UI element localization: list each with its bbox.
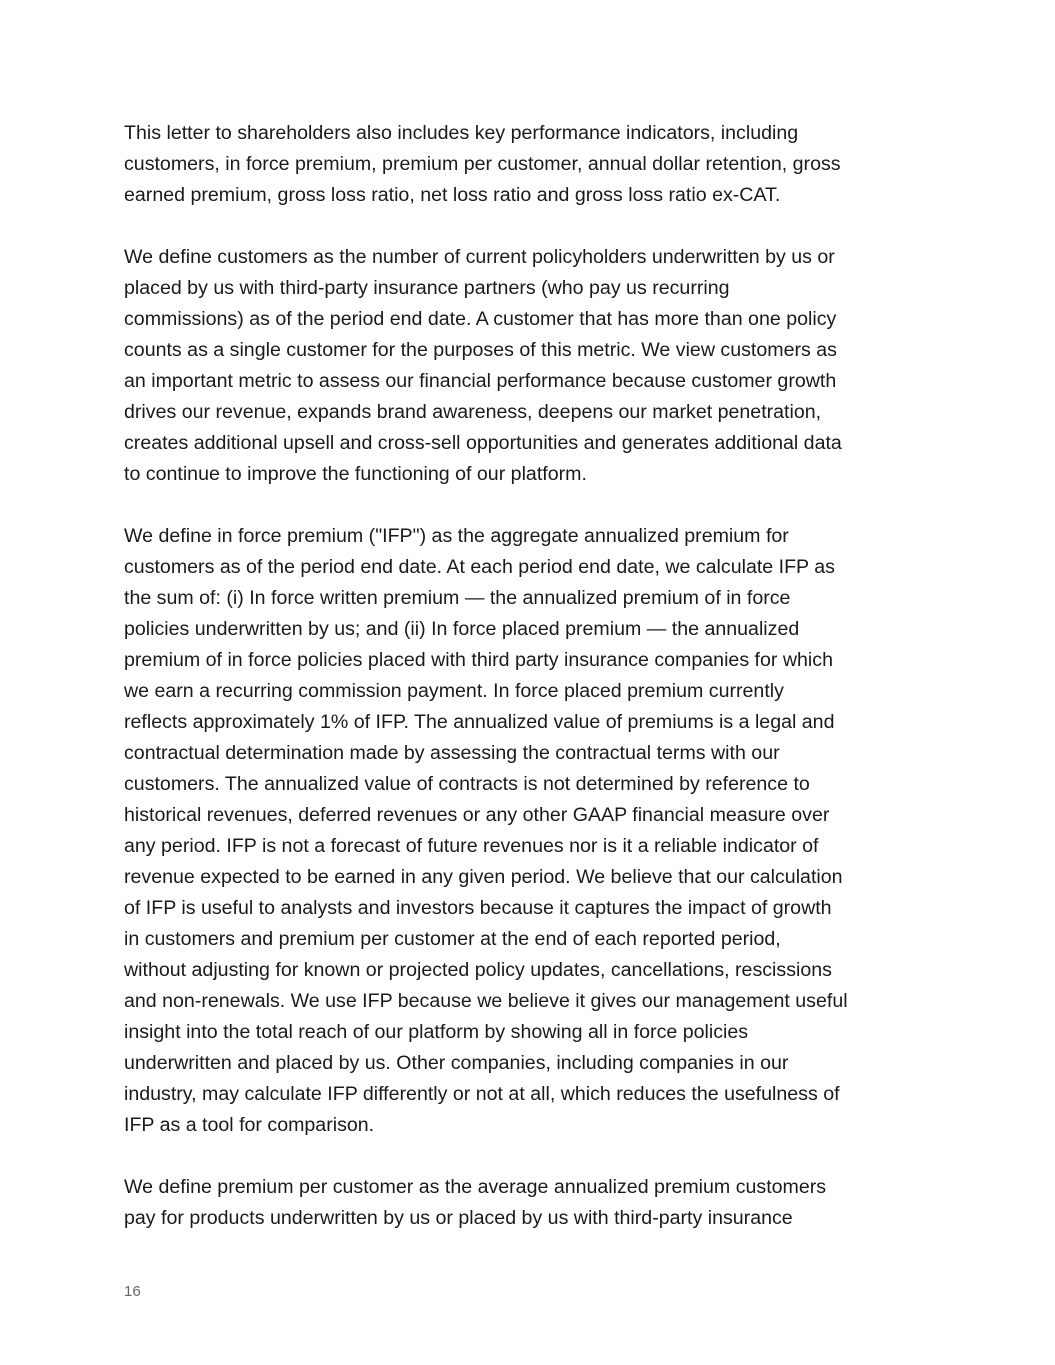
text-line: contractual determination made by assessing the contractual terms with our — [124, 742, 780, 764]
paragraph — [124, 242, 944, 490]
text-line: historical revenues, deferred revenues or any other GAAP financial measure over — [124, 804, 830, 826]
text-line: commissions) as of the period end date. A customer that has more than one policy — [124, 308, 837, 330]
paragraph — [124, 118, 944, 211]
paragraph — [124, 521, 944, 1141]
text-line: industry, may calculate IFP differently or not at all, which reduces the usefulness of — [124, 1083, 840, 1105]
text-line: This letter to shareholders also includes key performance indicators, including — [124, 122, 799, 144]
text-line: underwritten and placed by us. Other companies, including companies in our — [124, 1052, 789, 1074]
text-line: revenue expected to be earned in any given period. We believe that our calculation — [124, 866, 843, 888]
text-line: placed by us with third-party insurance partners (who pay us recurring — [124, 277, 730, 299]
text-line: policies underwritten by us; and (ii) In force placed premium — the annualized — [124, 618, 800, 640]
text-line: We define premium per customer as the average annualized premium customers — [124, 1176, 827, 1198]
text-line: IFP as a tool for comparison. — [124, 1114, 375, 1136]
text-line: customers. The annualized value of contracts is not determined by reference to — [124, 773, 810, 795]
text-line: counts as a single customer for the purposes of this metric. We view customers as — [124, 339, 837, 361]
text-line: any period. IFP is not a forecast of future revenues nor is it a reliable indicator of — [124, 835, 819, 857]
text-line: customers, in force premium, premium per customer, annual dollar retention, gross — [124, 153, 841, 175]
text-line: the sum of: (i) In force written premium — the annualized premium of in force — [124, 587, 791, 609]
text-line: of IFP is useful to analysts and investors because it captures the impact of growth — [124, 897, 832, 919]
text-line: in customers and premium per customer at the end of each reported period, — [124, 928, 781, 950]
text-line: reflects approximately 1% of IFP. The annualized value of premiums is a legal and — [124, 711, 835, 733]
text-line: without adjusting for known or projected policy updates, cancellations, rescissions — [124, 959, 832, 981]
text-line: premium of in force policies placed with third party insurance companies for which — [124, 649, 833, 671]
text-line: earned premium, gross loss ratio, net loss ratio and gross loss ratio ex-CAT. — [124, 184, 781, 206]
document-body — [124, 118, 944, 1265]
text-line: insight into the total reach of our platform by showing all in force policies — [124, 1021, 749, 1043]
text-line: pay for products underwritten by us or placed by us with third-party insurance — [124, 1207, 793, 1229]
page-number: 16 — [124, 1283, 141, 1300]
text-line: an important metric to assess our financial performance because customer growth — [124, 370, 837, 392]
paragraph — [124, 1172, 944, 1234]
text-line: and non-renewals. We use IFP because we believe it gives our management useful — [124, 990, 848, 1012]
text-line: we earn a recurring commission payment. In force placed premium currently — [124, 680, 784, 702]
text-line: We define in force premium ("IFP") as the aggregate annualized premium for — [124, 525, 789, 547]
text-line: We define customers as the number of current policyholders underwritten by us or — [124, 246, 835, 268]
text-line: to continue to improve the functioning of our platform. — [124, 463, 587, 485]
text-line: drives our revenue, expands brand awareness, deepens our market penetration, — [124, 401, 822, 423]
text-line: customers as of the period end date. At each period end date, we calculate IFP as — [124, 556, 835, 578]
text-line: creates additional upsell and cross-sell opportunities and generates additional data — [124, 432, 842, 454]
